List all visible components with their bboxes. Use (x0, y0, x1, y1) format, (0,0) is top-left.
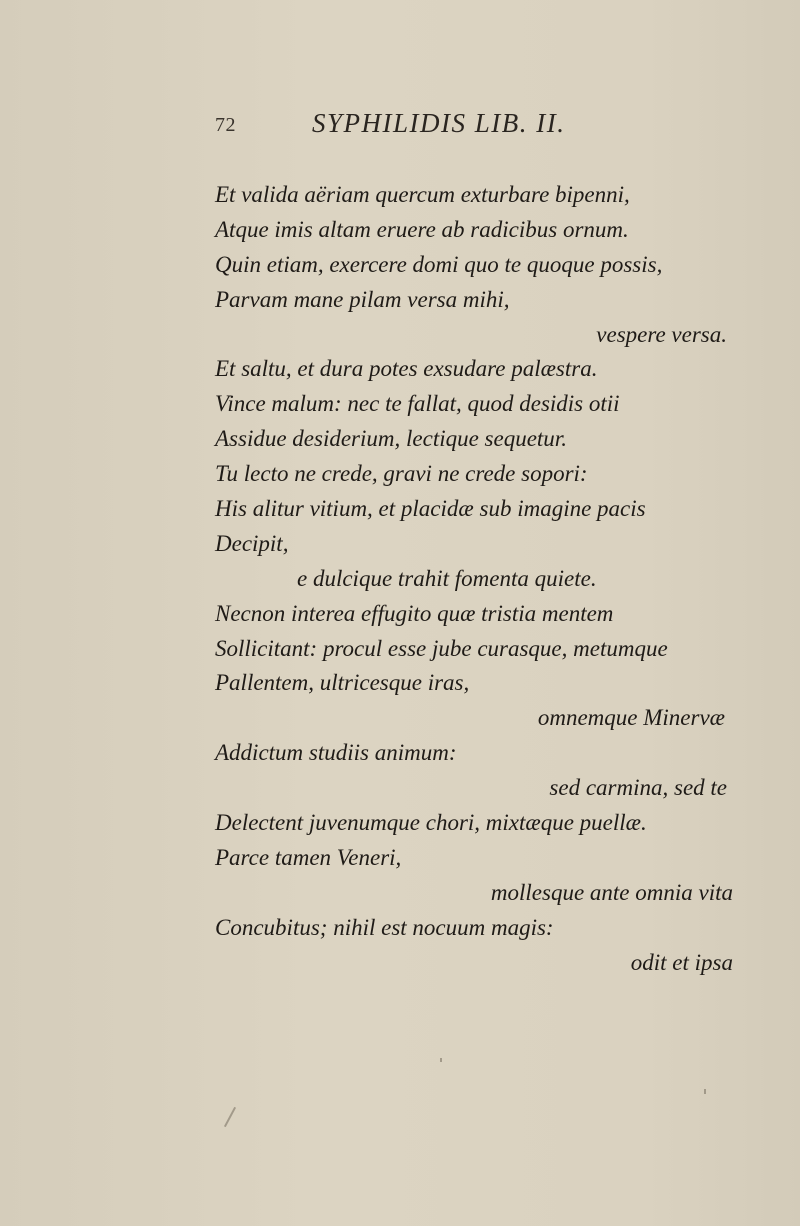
verse-line: Parce tamen Veneri, (215, 844, 402, 870)
verse-line: Assidue desiderium, lectique sequetur. (215, 426, 567, 452)
verse-line: Atque imis altam eruere ab radicibus ornum. (215, 216, 629, 242)
verse-line: Et saltu, et dura potes exsudare palæstra. (215, 356, 598, 382)
verse-line: Delectent juvenumque chori, mixtæque puellæ. (215, 810, 647, 836)
verse-line: Necnon interea effugito quæ tristia mentem (215, 600, 614, 626)
verse-line-continuation: e dulcique trahit fomenta quiete. (297, 565, 597, 591)
page-number: 72 (215, 114, 236, 136)
verse-line: Pallentem, ultricesque iras, (215, 670, 470, 696)
verse-line: Quin etiam, exercere domi quo te quoque possis, (215, 251, 663, 277)
paper-speck (440, 1058, 442, 1062)
verse-line-continuation: omnemque Minervæ (537, 705, 725, 731)
page-header (215, 108, 735, 144)
verse-line: Et valida aëriam quercum exturbare bipenni, (215, 182, 630, 207)
verse-line: Decipit, (215, 530, 289, 556)
verse-line: Addictum studiis animum: (215, 740, 457, 766)
verse-line-continuation: mollesque ante omnia vita (490, 879, 733, 905)
verse-line-continuation: odit et ipsa (630, 949, 733, 975)
verse-line-continuation: sed carmina, sed te (549, 775, 727, 801)
paper-speck (704, 1089, 706, 1094)
paper-speck (224, 1107, 236, 1127)
verse-line-continuation: vespere versa. (596, 321, 727, 347)
verse-line: Sollicitant: procul esse jube curasque, metumque (215, 635, 668, 661)
verse-line: His alitur vitium, et placidæ sub imagine pacis (215, 496, 646, 522)
verse-line: Concubitus; nihil est nocuum magis: (215, 914, 554, 940)
verse-line: Tu lecto ne crede, gravi ne crede sopori: (215, 461, 588, 487)
verse-line: Vince malum: nec te fallat, quod desidis otii (215, 391, 620, 417)
verse-line: Parvam mane pilam versa mihi, (215, 286, 510, 312)
running-head: SYPHILIDIS LIB. II. (312, 108, 566, 138)
verse-block (215, 178, 735, 980)
